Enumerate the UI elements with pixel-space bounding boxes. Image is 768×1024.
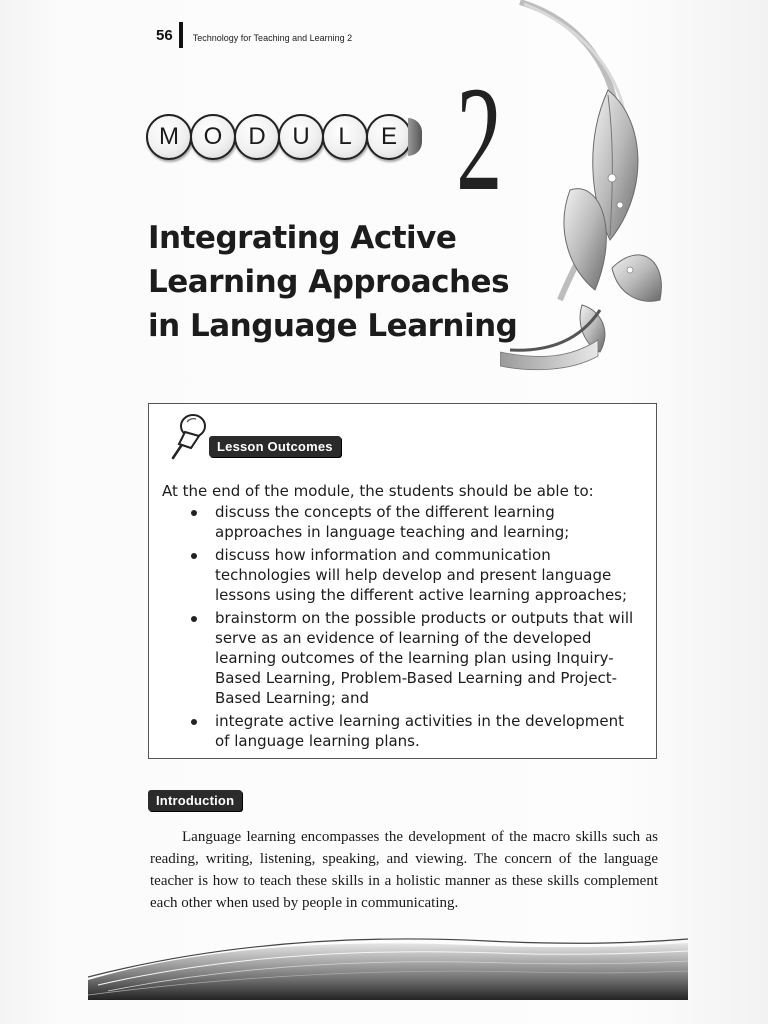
module-letter: L (322, 114, 368, 160)
introduction-paragraph: Language learning encompasses the development of the macro skills such as reading, writing, listening, speaking, and viewing. The concern of the language teacher is how to teach these skills in a holistic manner as these skills complement each other when used by people in communicating. (150, 829, 658, 911)
module-letter: M (146, 114, 192, 160)
lesson-outcomes-box (148, 403, 657, 759)
list-item (187, 608, 642, 708)
module-letter: U (278, 114, 324, 160)
header-divider (179, 22, 183, 48)
introduction-label: Introduction (148, 790, 242, 811)
chapter-title-line: Integrating Active (148, 220, 457, 256)
list-item (187, 502, 642, 542)
list-item (187, 545, 642, 605)
page-header (156, 22, 352, 48)
module-label (146, 114, 422, 160)
module-letter: E (366, 114, 412, 160)
lesson-outcomes-label: Lesson Outcomes (209, 436, 341, 457)
chapter-title-line: Learning Approaches (148, 264, 510, 300)
list-item (187, 711, 642, 751)
module-letter: D (234, 114, 280, 160)
module-number: 2 (456, 56, 503, 222)
wave-decoration (88, 925, 688, 1000)
outcome-text: integrate active learning activities in the development of language learning plans. (215, 712, 625, 750)
outcome-text: brainstorm on the possible products or outputs that will serve as an evidence of learning of the developed learning outcomes of the learning plan using Inquiry-Based Learning, Problem-Based Learning and Project-Based Learning; and (215, 609, 634, 707)
bullet-icon (191, 553, 197, 559)
book-title: Technology for Teaching and Learning 2 (192, 33, 353, 43)
bullet-icon (191, 510, 197, 516)
module-tail (408, 118, 422, 156)
chapter-title (148, 216, 528, 348)
bullet-icon (191, 616, 197, 622)
module-letter: O (190, 114, 236, 160)
pushpin-icon (169, 412, 213, 462)
outcomes-intro: At the end of the module, the students should be able to: (162, 482, 594, 500)
bullet-icon (191, 719, 197, 725)
outcome-text: discuss how information and communication technologies will help develop and present language lessons using the different active learning approaches; (215, 546, 628, 604)
outcomes-list (187, 502, 642, 754)
chapter-title-line: in Language Learning (148, 308, 518, 344)
outcome-text: discuss the concepts of the different learning approaches in language teaching and learning; (215, 503, 570, 541)
page-number: 56 (156, 26, 173, 44)
